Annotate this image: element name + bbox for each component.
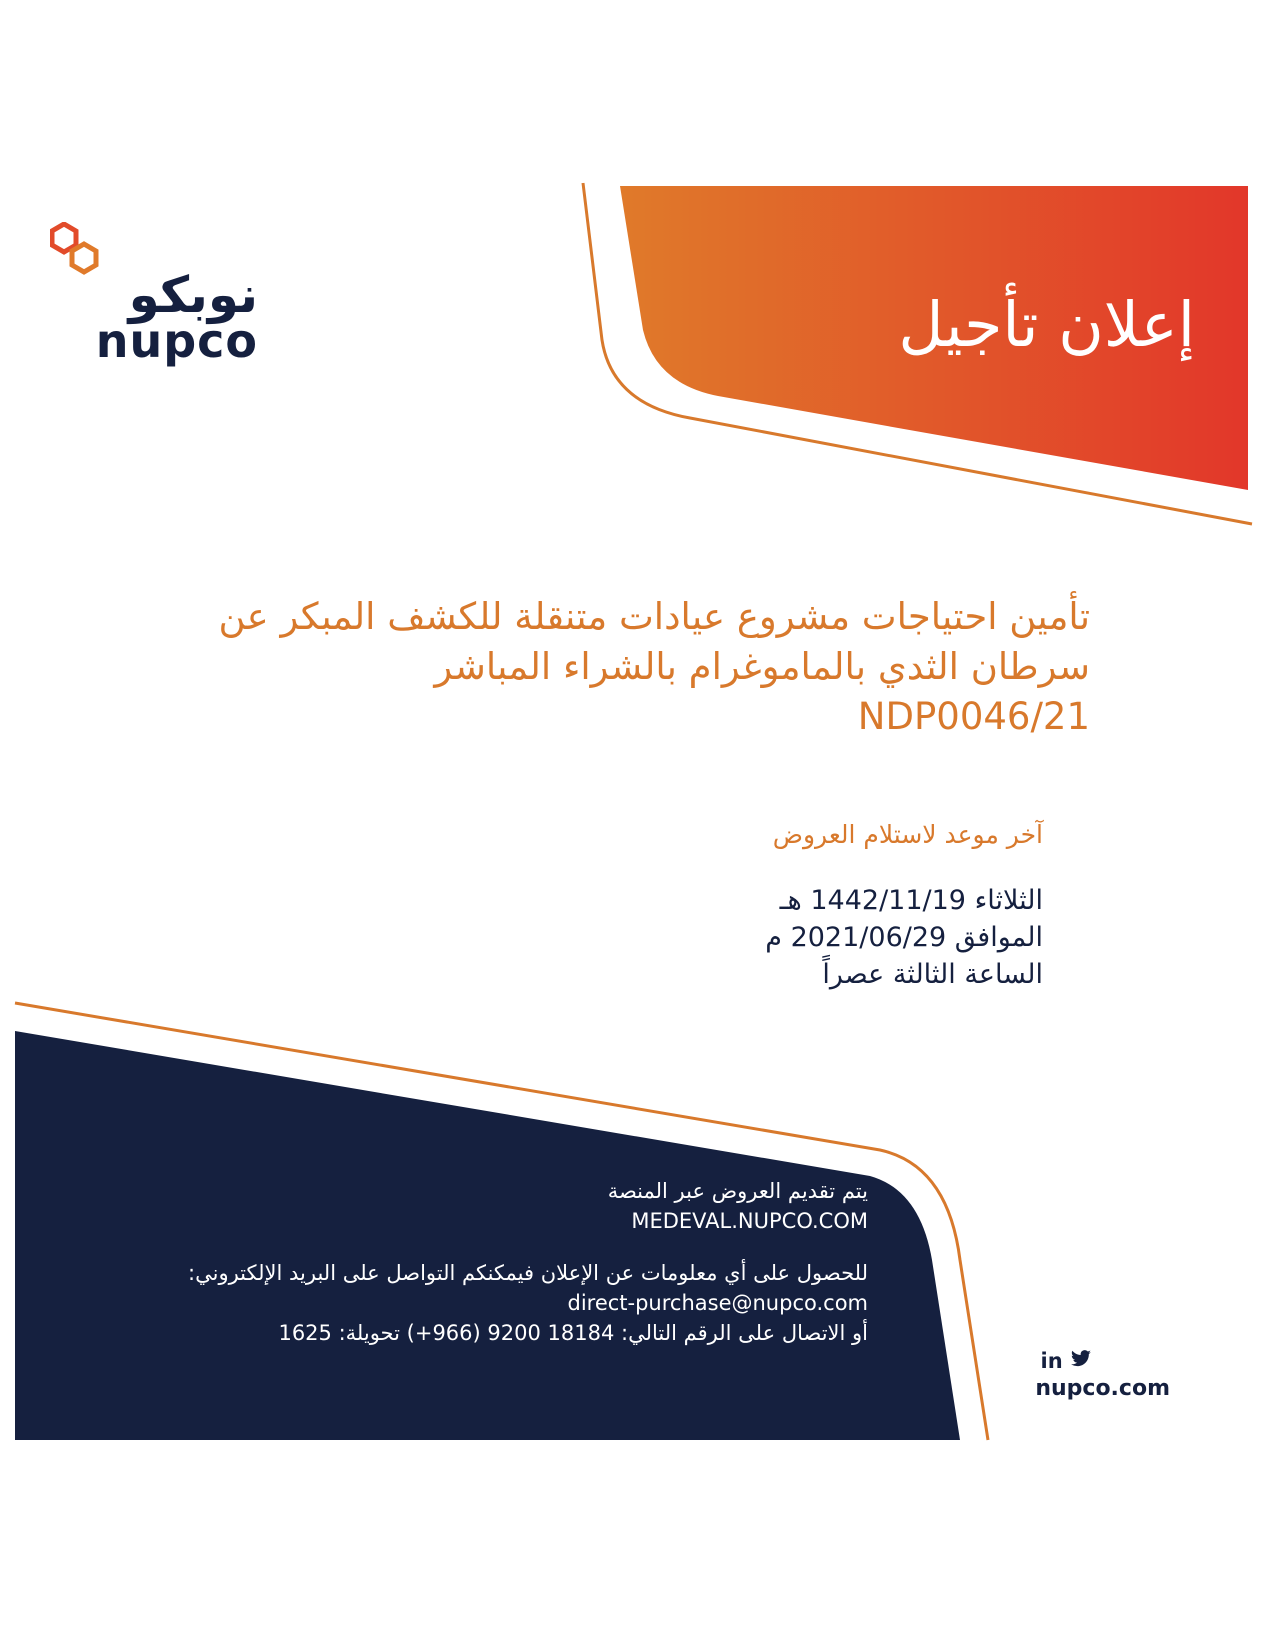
project-title-line1: تأمين احتياجات مشروع عيادات متنقلة للكشف المبكر عن: [218, 595, 1090, 638]
project-title-line2: سرطان الثدي بالماموغرام بالشراء المباشر: [434, 645, 1090, 688]
phone-text: أو الاتصال على الرقم التالي: 18184 9200 (966+) تحويلة: 1625: [278, 1321, 868, 1345]
website-link[interactable]: nupco.com: [1035, 1376, 1170, 1401]
deadline-dates: [765, 882, 1043, 993]
deadline-gregorian: الموافق 2021/06/29 م: [765, 922, 1043, 953]
logo-arabic-text: نوبكو: [128, 266, 258, 324]
deadline-time: الساعة الثالثة عصراً: [822, 959, 1043, 990]
contact-block: [188, 1176, 868, 1348]
logo-english-text: nupco: [95, 314, 258, 368]
linkedin-icon[interactable]: in: [1040, 1349, 1063, 1373]
twitter-icon[interactable]: [1070, 1348, 1092, 1374]
social-footer: [970, 1347, 1170, 1404]
project-title: [130, 592, 1090, 742]
project-reference: NDP0046/21: [857, 695, 1090, 738]
social-icons: [970, 1347, 1170, 1374]
deadline-hijri: الثلاثاء 1442/11/19 هـ: [779, 885, 1043, 916]
submit-text: يتم تقديم العروض عبر المنصة: [607, 1179, 868, 1203]
info-text: للحصول على أي معلومات عن الإعلان فيمكنكم التواصل على البريد الإلكتروني:: [188, 1261, 868, 1285]
deadline-label: آخر موعد لاستلام العروض: [772, 820, 1043, 849]
nupco-logo: [50, 222, 260, 368]
email-link[interactable]: direct-purchase@nupco.com: [567, 1291, 868, 1315]
platform-link[interactable]: MEDEVAL.NUPCO.COM: [631, 1209, 868, 1233]
banner-title: إعلان تأجيل: [898, 288, 1195, 361]
